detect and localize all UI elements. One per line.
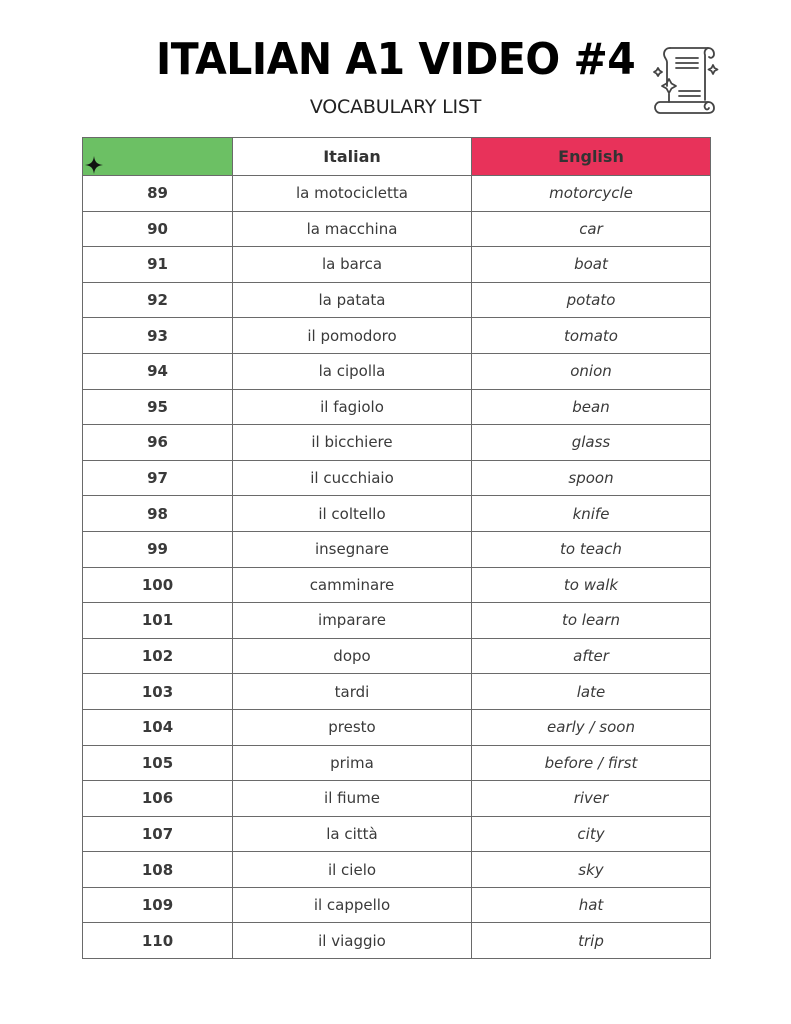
vocabulary-table [82, 137, 711, 959]
italian-word: il cappello [233, 887, 472, 923]
table-row [83, 318, 711, 354]
table-header-row [83, 138, 711, 176]
table-row [83, 709, 711, 745]
english-translation: trip [472, 923, 711, 959]
row-number: 105 [83, 745, 233, 781]
row-number: 109 [83, 887, 233, 923]
row-number: 102 [83, 638, 233, 674]
row-number: 99 [83, 531, 233, 567]
english-translation: late [472, 674, 711, 710]
italian-word: dopo [233, 638, 472, 674]
italian-word: la motocicletta [233, 176, 472, 212]
italian-word: il cielo [233, 852, 472, 888]
table-row [83, 425, 711, 461]
italian-column-header: Italian [233, 138, 472, 176]
table-row [83, 531, 711, 567]
page-title-text: ITALIAN A1 VIDEO #4 [155, 34, 636, 85]
table-row [83, 816, 711, 852]
table-row [83, 674, 711, 710]
table-row [83, 211, 711, 247]
row-number: 110 [83, 923, 233, 959]
table-row [83, 353, 711, 389]
english-translation: motorcycle [472, 176, 711, 212]
italian-word: il fagiolo [233, 389, 472, 425]
english-translation: before / first [472, 745, 711, 781]
sparkle-star-icon [84, 155, 104, 175]
italian-word: il pomodoro [233, 318, 472, 354]
row-number: 90 [83, 211, 233, 247]
row-number: 96 [83, 425, 233, 461]
italian-word: prima [233, 745, 472, 781]
row-number: 104 [83, 709, 233, 745]
row-number: 98 [83, 496, 233, 532]
table-row [83, 176, 711, 212]
english-translation: onion [472, 353, 711, 389]
english-translation: spoon [472, 460, 711, 496]
italian-word: presto [233, 709, 472, 745]
italian-word: il bicchiere [233, 425, 472, 461]
table-row [83, 887, 711, 923]
row-number: 94 [83, 353, 233, 389]
table-row [83, 496, 711, 532]
english-translation: bean [472, 389, 711, 425]
row-number: 92 [83, 282, 233, 318]
row-number: 91 [83, 247, 233, 283]
italian-word: il coltello [233, 496, 472, 532]
vocabulary-table-body [83, 176, 711, 959]
italian-word: il viaggio [233, 923, 472, 959]
row-number: 89 [83, 176, 233, 212]
row-number: 103 [83, 674, 233, 710]
italian-word: la barca [233, 247, 472, 283]
english-translation: knife [472, 496, 711, 532]
table-row [83, 781, 711, 817]
table-row [83, 389, 711, 425]
english-translation: to learn [472, 603, 711, 639]
english-translation: sky [472, 852, 711, 888]
table-row [83, 923, 711, 959]
table-row [83, 460, 711, 496]
scroll-icon [650, 42, 722, 114]
table-row [83, 282, 711, 318]
english-translation: tomato [472, 318, 711, 354]
english-translation: early / soon [472, 709, 711, 745]
english-translation: glass [472, 425, 711, 461]
english-translation: potato [472, 282, 711, 318]
row-number: 93 [83, 318, 233, 354]
row-number: 107 [83, 816, 233, 852]
english-translation: after [472, 638, 711, 674]
table-row [83, 745, 711, 781]
row-number: 95 [83, 389, 233, 425]
english-translation: river [472, 781, 711, 817]
table-row [83, 567, 711, 603]
row-number: 100 [83, 567, 233, 603]
english-translation: to walk [472, 567, 711, 603]
row-number: 106 [83, 781, 233, 817]
italian-word: il fiume [233, 781, 472, 817]
page-subtitle: VOCABULARY LIST [309, 96, 482, 118]
italian-word: la macchina [233, 211, 472, 247]
italian-word: la città [233, 816, 472, 852]
english-translation: car [472, 211, 711, 247]
table-row [83, 638, 711, 674]
row-number: 108 [83, 852, 233, 888]
italian-word: camminare [233, 567, 472, 603]
row-number: 97 [83, 460, 233, 496]
english-translation: city [472, 816, 711, 852]
italian-word: insegnare [233, 531, 472, 567]
italian-word: tardi [233, 674, 472, 710]
row-number: 101 [83, 603, 233, 639]
table-row [83, 852, 711, 888]
table-row [83, 247, 711, 283]
italian-word: imparare [233, 603, 472, 639]
table-row [83, 603, 711, 639]
italian-word: il cucchiaio [233, 460, 472, 496]
english-translation: to teach [472, 531, 711, 567]
italian-word: la cipolla [233, 353, 472, 389]
number-column-header [83, 138, 233, 176]
english-translation: boat [472, 247, 711, 283]
italian-word: la patata [233, 282, 472, 318]
english-translation: hat [472, 887, 711, 923]
english-column-header: English [472, 138, 711, 176]
